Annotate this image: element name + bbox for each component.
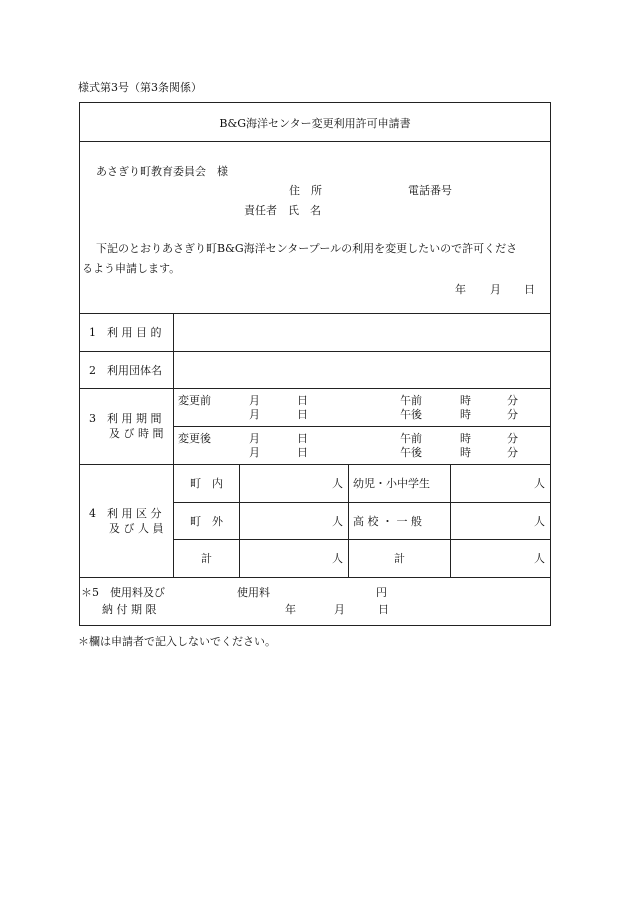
application-form <box>79 102 551 626</box>
form-number: 様式第3号（第3条関係） <box>78 81 202 94</box>
total-label-left: 計 <box>201 552 212 565</box>
row-divider-1 <box>80 351 550 352</box>
before-hour-2: 時 <box>460 408 471 421</box>
town-out-label: 町 外 <box>190 515 223 528</box>
fee-yen-unit: 円 <box>376 586 387 599</box>
form-title: B&G海洋センター変更利用許可申請書 <box>219 117 411 130</box>
group-name-label: 2 利用団体名 <box>89 364 162 377</box>
category-inner-divider-2 <box>173 539 550 540</box>
date-day: 日 <box>524 283 535 296</box>
period-label-line1: 3 利 用 期 間 <box>89 412 162 425</box>
after-pm: 午後 <box>400 446 422 459</box>
deadline-month: 月 <box>334 603 345 616</box>
after-month-2: 月 <box>249 446 260 459</box>
after-day-1: 日 <box>297 432 308 445</box>
row-divider-3 <box>80 464 550 465</box>
fee-label: 使用料 <box>237 586 270 599</box>
phone-label: 電話番号 <box>408 184 452 197</box>
before-day-1: 日 <box>297 394 308 407</box>
address-label: 住 所 <box>289 184 322 197</box>
date-year: 年 <box>455 283 466 296</box>
general-person-unit: 人 <box>534 515 545 528</box>
header-divider <box>80 313 550 314</box>
before-month-2: 月 <box>249 408 260 421</box>
after-hour-2: 時 <box>460 446 471 459</box>
period-inner-divider <box>173 426 550 427</box>
category-label-line2: 及 び 人 員 <box>109 522 164 535</box>
deadline-day: 日 <box>378 603 389 616</box>
request-text-line2: るよう申請します。 <box>82 262 181 275</box>
after-minute-1: 分 <box>507 432 518 445</box>
after-month-1: 月 <box>249 432 260 445</box>
deadline-year: 年 <box>285 603 296 616</box>
before-minute-2: 分 <box>507 408 518 421</box>
before-pm: 午後 <box>400 408 422 421</box>
before-label: 変更前 <box>178 394 211 407</box>
child-person-unit: 人 <box>534 477 545 490</box>
before-hour-1: 時 <box>460 394 471 407</box>
period-label-line2: 及 び 時 間 <box>109 427 164 440</box>
after-am: 午前 <box>400 432 422 445</box>
general-label: 高 校 ・ 一 般 <box>353 515 422 528</box>
fee-label-line1: ＊5 使用料及び <box>81 586 165 599</box>
child-label: 幼児・小中学生 <box>353 477 430 490</box>
town-in-label: 町 内 <box>190 477 223 490</box>
category-label-line1: 4 利 用 区 分 <box>89 507 162 520</box>
after-minute-2: 分 <box>507 446 518 459</box>
fee-label-line2: 納 付 期 限 <box>102 603 157 616</box>
town-out-person-unit: 人 <box>332 515 343 528</box>
category-column-divider-1 <box>239 464 240 577</box>
before-day-2: 日 <box>297 408 308 421</box>
before-month-1: 月 <box>249 394 260 407</box>
total-right-person-unit: 人 <box>534 552 545 565</box>
label-column-divider <box>173 313 174 577</box>
representative-label: 責任者 氏 名 <box>244 204 321 217</box>
before-am: 午前 <box>400 394 422 407</box>
before-minute-1: 分 <box>507 394 518 407</box>
total-left-person-unit: 人 <box>332 552 343 565</box>
addressee: あさぎり町教育委員会 様 <box>96 165 228 178</box>
row-divider-4 <box>80 577 550 578</box>
date-month: 月 <box>490 283 501 296</box>
after-hour-1: 時 <box>460 432 471 445</box>
category-column-divider-3 <box>450 464 451 577</box>
row-divider-2 <box>80 388 550 389</box>
purpose-label: 1 利 用 目 的 <box>89 326 162 339</box>
total-label-right: 計 <box>394 552 405 565</box>
request-text-line1: 下記のとおりあさぎり町B&G海洋センタープールの利用を変更したいので許可くださ <box>96 242 518 255</box>
footnote: ＊欄は申請者で記入しないでください。 <box>78 635 276 648</box>
town-in-person-unit: 人 <box>332 477 343 490</box>
category-inner-divider-1 <box>173 502 550 503</box>
title-divider <box>80 141 550 142</box>
after-label: 変更後 <box>178 432 211 445</box>
after-day-2: 日 <box>297 446 308 459</box>
